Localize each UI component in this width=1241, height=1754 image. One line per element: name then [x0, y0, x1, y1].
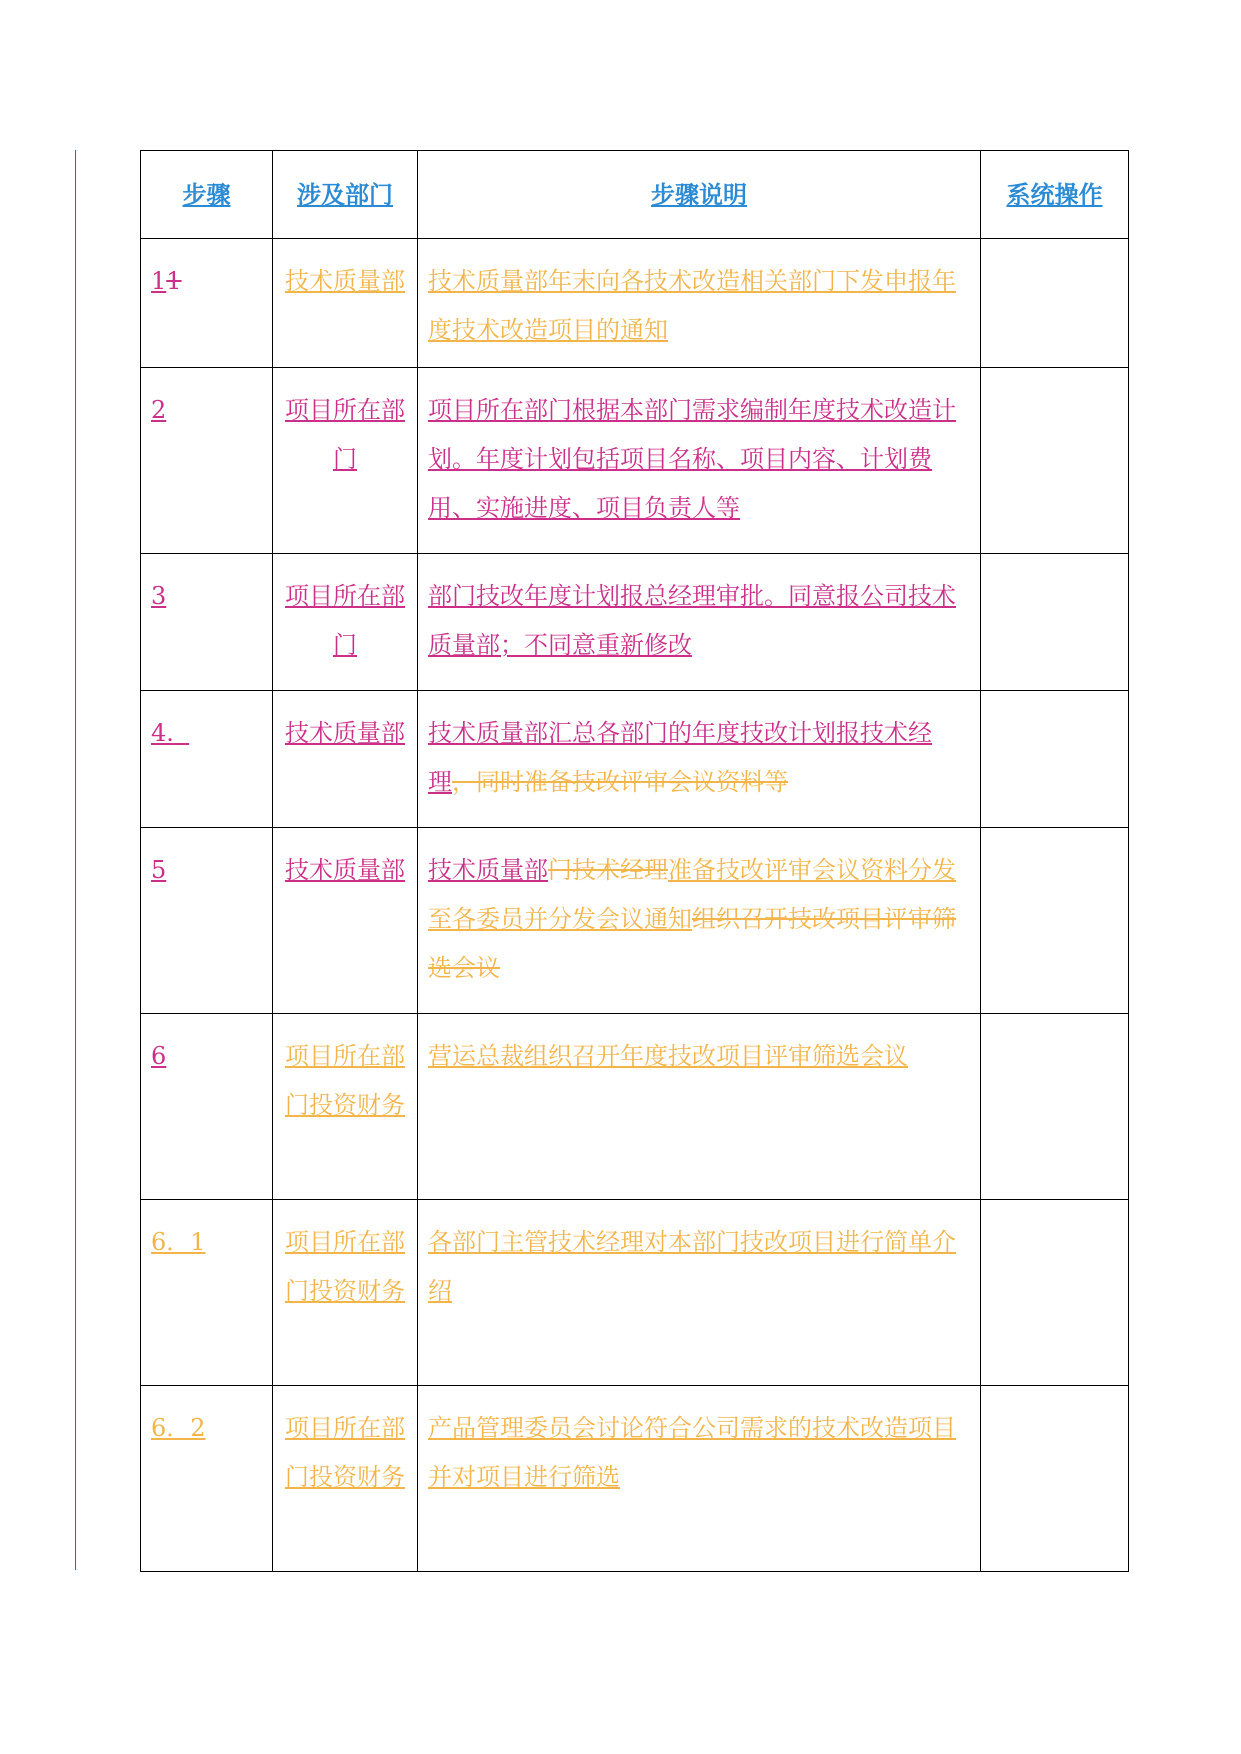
- step-number: 1: [151, 267, 167, 295]
- desc-cell: 营运总裁组织召开年度技改项目评审筛选会议: [418, 1014, 981, 1200]
- dept-cell: 项目所在部门: [273, 554, 418, 691]
- step-cell: 6．2: [141, 1386, 273, 1572]
- table-row: [141, 1200, 1129, 1386]
- step-cell: [141, 239, 273, 368]
- dept-cell: 技术质量部: [273, 239, 418, 368]
- table-row: [141, 554, 1129, 691]
- step-cell: 3: [141, 554, 273, 691]
- sys-cell: [981, 691, 1129, 828]
- sys-cell: [981, 1014, 1129, 1200]
- dept-cell: 项目所在部门投资财务: [273, 1200, 418, 1386]
- dept-cell: 技术质量部: [273, 691, 418, 828]
- step-cell: 6: [141, 1014, 273, 1200]
- sys-cell: [981, 1200, 1129, 1386]
- table-row: [141, 691, 1129, 828]
- table-header-row: [141, 151, 1129, 239]
- desc-cell: 产品管理委员会讨论符合公司需求的技术改造项目并对项目进行筛选: [418, 1386, 981, 1572]
- step-cell: 2: [141, 368, 273, 554]
- table-row: [141, 1386, 1129, 1572]
- dept-cell: 技术质量部: [273, 828, 418, 1014]
- header-desc: 步骤说明: [418, 151, 981, 239]
- sys-cell: [981, 828, 1129, 1014]
- dept-cell: 项目所在部门投资财务: [273, 1386, 418, 1572]
- step-cell: 5: [141, 828, 273, 1014]
- table-row: [141, 1014, 1129, 1200]
- header-dept: 涉及部门: [273, 151, 418, 239]
- desc-cell: 各部门主管技术经理对本部门技改项目进行简单介绍: [418, 1200, 981, 1386]
- desc-cell: 部门技改年度计划报总经理审批。同意报公司技术质量部；不同意重新修改: [418, 554, 981, 691]
- desc-cell: 技术质量部年末向各技术改造相关部门下发申报年度技术改造项目的通知: [418, 239, 981, 368]
- table-row: [141, 828, 1129, 1014]
- desc-cell: 技术质量部汇总各部门的年度技改计划报技术经理，同时准备技改评审会议资料等: [418, 691, 981, 828]
- desc-cell: 项目所在部门根据本部门需求编制年度技术改造计划。年度计划包括项目名称、项目内容、计划费用、实施进度、项目负责人等: [418, 368, 981, 554]
- sys-cell: [981, 1386, 1129, 1572]
- header-step: 步骤: [141, 151, 273, 239]
- sys-cell: [981, 239, 1129, 368]
- sys-cell: [981, 554, 1129, 691]
- dept-cell: 项目所在部门投资财务: [273, 1014, 418, 1200]
- desc-cell: 技术质量部门技术经理准备技改评审会议资料分发至各委员并分发会议通知组织召开技改项目评审筛选会议: [418, 828, 981, 1014]
- step-cell: 6．1: [141, 1200, 273, 1386]
- header-sys: 系统操作: [981, 151, 1129, 239]
- table-row: [141, 239, 1129, 368]
- step-number-deleted: 1: [166, 267, 182, 295]
- sys-cell: [981, 368, 1129, 554]
- revision-change-bar: [75, 150, 76, 1570]
- dept-cell: 项目所在部门: [273, 368, 418, 554]
- process-steps-table: [140, 150, 1129, 1572]
- step-cell: 4.: [141, 691, 273, 828]
- table-row: [141, 368, 1129, 554]
